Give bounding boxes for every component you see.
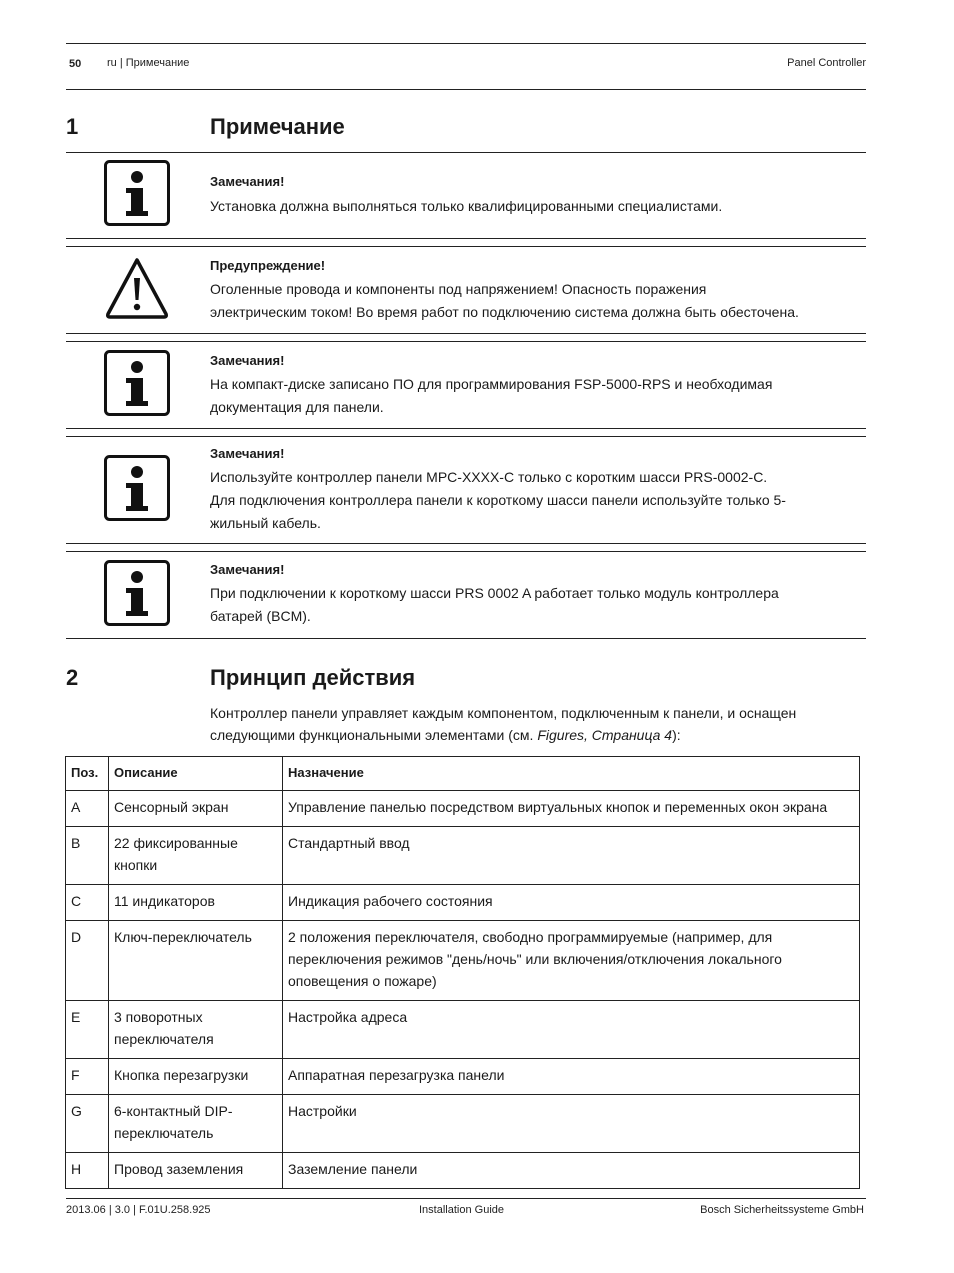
cell-pos: A — [66, 791, 109, 827]
cell-pos: D — [66, 921, 109, 1001]
note-4-line-3: жильный кабель. — [210, 515, 321, 531]
note-4-bottom-rule — [66, 543, 866, 544]
cell-purpose: Индикация рабочего состояния — [283, 885, 860, 921]
header-top-rule — [66, 43, 866, 44]
table-row — [66, 1153, 860, 1189]
cell-pos: B — [66, 827, 109, 885]
intro-line-2 — [210, 724, 866, 746]
cell-pos: F — [66, 1059, 109, 1095]
info-icon — [104, 350, 170, 416]
intro-line-1: Контроллер панели управляет каждым компонентом, подключенным к панели, и оснащен — [210, 705, 797, 721]
note-5-bottom-rule — [66, 638, 866, 639]
note-2-line-2: электрическим током! Во время работ по подключению система должна быть обесточена. — [210, 304, 799, 320]
note-1-bottom-rule — [66, 238, 866, 239]
note-4-line-1: Используйте контроллер панели MPC-XXXX-C только с коротким шасси PRS-0002-C. — [210, 469, 768, 485]
cell-description: Сенсорный экран — [109, 791, 283, 827]
note-3-body — [210, 373, 866, 419]
chapter-2-intro — [210, 702, 866, 746]
header-product: Panel Controller — [787, 57, 866, 69]
note-4-top-rule — [66, 436, 866, 437]
table-row — [66, 1001, 860, 1059]
note-3-line-1: На компакт-диске записано ПО для программирования FSP-5000-RPS и необходимая — [210, 376, 773, 392]
header-purpose: Назначение — [283, 757, 860, 791]
figures-link[interactable]: Figures, Страница 4 — [537, 727, 673, 743]
note-5-line-1: При подключении к короткому шасси PRS 0002 A работает только модуль контроллера — [210, 585, 779, 601]
page-number: 50 — [69, 58, 82, 70]
note-2-body — [210, 278, 866, 324]
intro-line-2-suffix: ): — [672, 727, 681, 743]
note-4-title: Замечания! — [210, 446, 285, 461]
table-row — [66, 885, 860, 921]
header-section: ru | Примечание — [107, 57, 190, 69]
note-1-body — [210, 195, 866, 218]
table-row — [66, 921, 860, 1001]
note-2-bottom-rule — [66, 333, 866, 334]
cell-purpose: 2 положения переключателя, свободно программируемые (например, для переключения режимов "день/ночь" или включения/отключения локального оповещения о пожаре) — [283, 921, 860, 1001]
warning-icon — [104, 256, 170, 322]
cell-purpose: Аппаратная перезагрузка панели — [283, 1059, 860, 1095]
table-header-row — [66, 757, 860, 791]
cell-pos: E — [66, 1001, 109, 1059]
table-row — [66, 827, 860, 885]
note-3-top-rule — [66, 341, 866, 342]
header-pos: Поз. — [66, 757, 109, 791]
header-bottom-rule — [66, 89, 866, 90]
chapter-1-rule — [66, 152, 866, 153]
footer-left: 2013.06 | 3.0 | F.01U.258.925 — [66, 1204, 211, 1216]
footer-right: Bosch Sicherheitssysteme GmbH — [700, 1204, 864, 1216]
cell-purpose: Настройка адреса — [283, 1001, 860, 1059]
cell-pos: G — [66, 1095, 109, 1153]
note-3-line-2: документация для панели. — [210, 399, 384, 415]
chapter-2-number: 2 — [66, 665, 79, 690]
cell-description: Кнопка перезагрузки — [109, 1059, 283, 1095]
note-4-body — [210, 466, 866, 535]
intro-line-2-prefix: следующими функциональными элементами (см. — [210, 727, 538, 743]
note-5-title: Замечания! — [210, 562, 285, 577]
note-2-title: Предупреждение! — [210, 258, 326, 273]
table-row — [66, 1059, 860, 1095]
chapter-1-number: 1 — [66, 114, 79, 139]
cell-pos: H — [66, 1153, 109, 1189]
note-4-line-2: Для подключения контроллера панели к короткому шасси панели используйте только 5- — [210, 492, 786, 508]
note-3-bottom-rule — [66, 428, 866, 429]
table-row — [66, 1095, 860, 1153]
chapter-1-title: Примечание — [210, 114, 345, 139]
note-2-top-rule — [66, 246, 866, 247]
cell-description: 3 поворотных переключателя — [109, 1001, 283, 1059]
cell-description: 11 индикаторов — [109, 885, 283, 921]
note-5-body — [210, 582, 866, 628]
note-2-line-1: Оголенные провода и компоненты под напряжением! Опасность поражения — [210, 281, 707, 297]
chapter-2-title: Принцип действия — [210, 665, 416, 690]
cell-pos: C — [66, 885, 109, 921]
note-1-title: Замечания! — [210, 174, 285, 189]
cell-description: 22 фиксированные кнопки — [109, 827, 283, 885]
info-icon — [104, 560, 170, 626]
components-table — [65, 756, 860, 1189]
info-icon — [104, 160, 170, 226]
info-icon — [104, 455, 170, 521]
note-5-top-rule — [66, 551, 866, 552]
note-5-line-2: батарей (BCM). — [210, 608, 311, 624]
cell-description: 6-контактный DIP-переключатель — [109, 1095, 283, 1153]
note-3-title: Замечания! — [210, 353, 285, 368]
cell-description: Ключ-переключатель — [109, 921, 283, 1001]
cell-purpose: Стандартный ввод — [283, 827, 860, 885]
table-row — [66, 791, 860, 827]
cell-purpose: Настройки — [283, 1095, 860, 1153]
cell-purpose: Заземление панели — [283, 1153, 860, 1189]
footer-center: Installation Guide — [419, 1204, 504, 1216]
footer-rule — [66, 1198, 866, 1199]
note-1-line-1: Установка должна выполняться только квалифицированными специалистами. — [210, 198, 723, 214]
cell-description: Провод заземления — [109, 1153, 283, 1189]
cell-purpose: Управление панелью посредством виртуальных кнопок и переменных окон экрана — [283, 791, 860, 827]
header-description: Описание — [109, 757, 283, 791]
